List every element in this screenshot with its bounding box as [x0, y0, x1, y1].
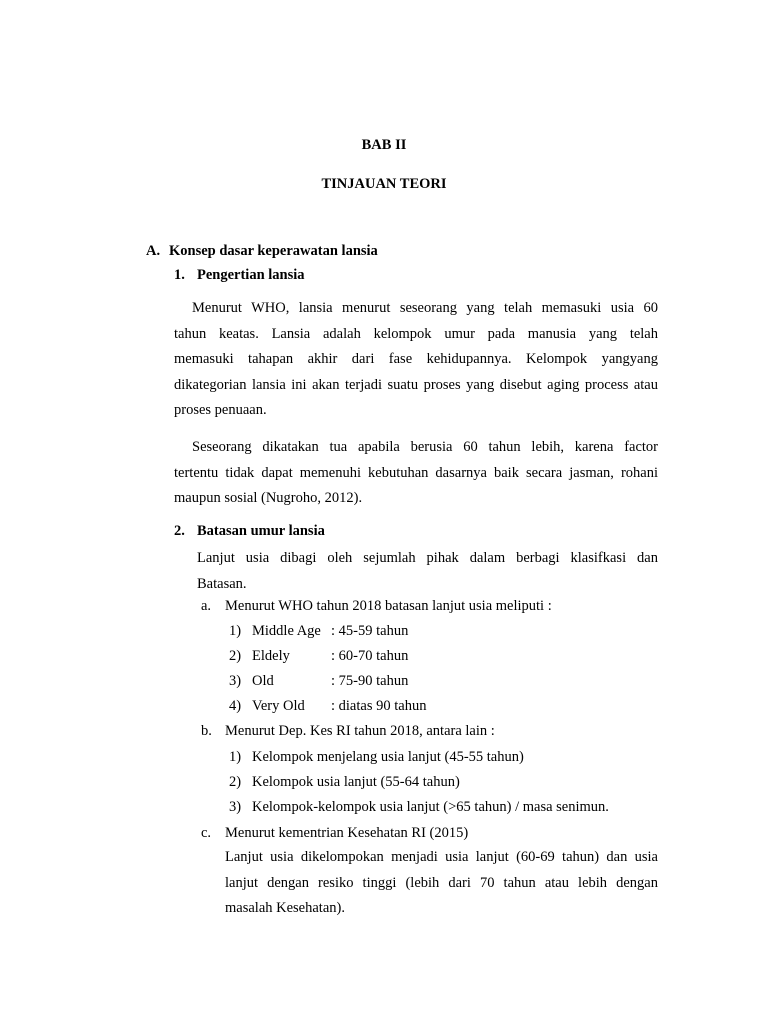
- section-a-title: Konsep dasar keperawatan lansia: [169, 243, 378, 259]
- paragraph-pengertian-1: [174, 296, 658, 424]
- who-item-value: : 60-70 tahun: [331, 648, 409, 664]
- subsection-1-marker: 1.: [174, 267, 185, 283]
- paragraph-line: Seseorang dikatakan tua apabila berusia 60 tahun lebih, karena factor: [192, 439, 658, 455]
- list-b-marker: b.: [201, 723, 212, 739]
- list-b-text: Menurut Dep. Kes RI tahun 2018, antara lain :: [225, 723, 495, 739]
- paragraph-line: Menurut WHO, lansia menurut seseorang yang telah memasuki usia 60: [192, 300, 658, 316]
- depkes-item-text: Kelompok-kelompok usia lanjut (>65 tahun) / masa senimun.: [252, 799, 609, 815]
- paragraph-line: tertentu tidak dapat memenuhi kebutuhan dasarnya baik secara jasman, rohani: [174, 464, 658, 481]
- who-item-value: : 45-59 tahun: [331, 623, 409, 639]
- who-item-value: : diatas 90 tahun: [331, 698, 427, 714]
- paragraph-line: Batasan.: [197, 575, 247, 592]
- paragraph-pengertian-2: [174, 435, 658, 512]
- who-item-number: 4): [229, 698, 242, 714]
- paragraph-line: dikategorian lansia ini akan terjadi suatu proses yang disebut aging process atau: [174, 376, 658, 393]
- paragraph-line: masalah Kesehatan).: [225, 900, 345, 916]
- who-item-number: 1): [229, 623, 242, 639]
- paragraph-line: tahun keatas. Lansia adalah kelompok umur pada manusia yang telah: [174, 325, 658, 342]
- who-item-label: Old: [252, 673, 274, 689]
- chapter-title: TINJAUAN TEORI: [321, 176, 447, 192]
- depkes-item-text: Kelompok usia lanjut (55-64 tahun): [252, 774, 460, 790]
- paragraph-batasan-intro: [197, 546, 658, 597]
- subsection-1-title: Pengertian lansia: [197, 267, 305, 283]
- depkes-item-number: 3): [229, 799, 242, 815]
- who-item-number: 2): [229, 648, 242, 664]
- list-c-marker: c.: [201, 825, 212, 841]
- who-item-number: 3): [229, 673, 242, 689]
- who-item-label: Eldely: [252, 648, 290, 664]
- paragraph-kemenkes: [225, 845, 658, 922]
- paragraph-line: lanjut dengan resiko tinggi (lebih dari 70 tahun atau lebih dengan: [225, 874, 658, 891]
- subsection-2-title: Batasan umur lansia: [197, 523, 325, 539]
- subsection-2-marker: 2.: [174, 523, 185, 539]
- paragraph-line: Lanjut usia dibagi oleh sejumlah pihak dalam berbagi klasifkasi dan: [197, 550, 658, 566]
- who-item-label: Middle Age: [252, 623, 321, 639]
- paragraph-line: maupun sosial (Nugroho, 2012).: [174, 490, 363, 506]
- paragraph-line: proses penuaan.: [174, 402, 267, 418]
- who-item-label: Very Old: [252, 698, 305, 714]
- depkes-item-number: 2): [229, 774, 242, 790]
- paragraph-line: memasuki tahapan akhir dari fase kehidupannya. Kelompok yangyang: [174, 351, 658, 367]
- depkes-item-text: Kelompok menjelang usia lanjut (45-55 tahun): [252, 749, 524, 765]
- depkes-item-number: 1): [229, 749, 242, 765]
- list-a-marker: a.: [201, 598, 212, 614]
- paragraph-line: Lanjut usia dikelompokan menjadi usia lanjut (60-69 tahun) dan usia: [225, 849, 658, 865]
- list-c-text: Menurut kementrian Kesehatan RI (2015): [225, 825, 469, 841]
- who-item-value: : 75-90 tahun: [331, 673, 409, 689]
- section-a-marker: A.: [146, 243, 161, 259]
- list-a-text: Menurut WHO tahun 2018 batasan lanjut usia meliputi :: [225, 598, 552, 614]
- chapter-heading: BAB II: [361, 137, 407, 153]
